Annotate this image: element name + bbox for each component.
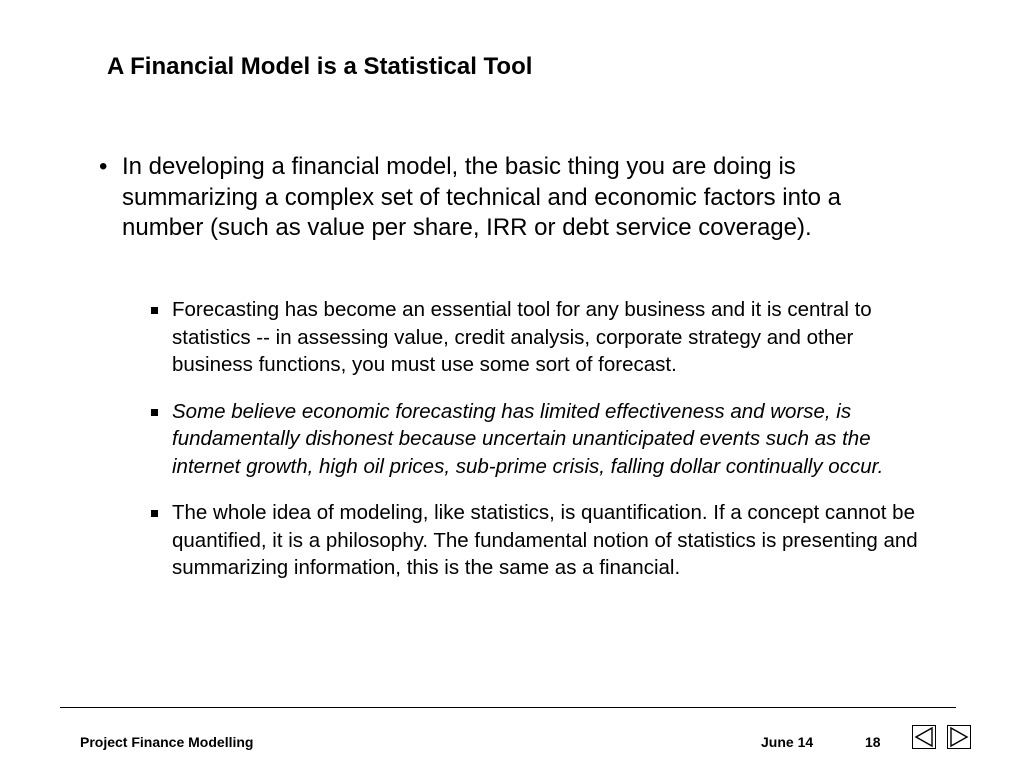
bullet-dot-icon: • xyxy=(99,153,108,180)
square-bullet-icon xyxy=(151,510,158,517)
footer-presentation-title: Project Finance Modelling xyxy=(80,734,254,750)
slide-title: A Financial Model is a Statistical Tool xyxy=(107,53,533,80)
sub-bullet-text: The whole idea of modeling, like statistics, is quantification. If a concept cannot be quantified, it is a philosophy. The fundamental notion of statistics is presenting and summarizing information, this is the same as a financial. xyxy=(172,501,918,579)
main-bullet xyxy=(99,152,929,244)
next-slide-button[interactable] xyxy=(947,725,971,749)
sub-bullet-list xyxy=(150,296,930,601)
square-bullet-icon xyxy=(151,307,158,314)
sub-bullet-forecasting xyxy=(150,296,930,379)
footer-page-number: 18 xyxy=(865,734,881,750)
main-bullet-text: In developing a financial model, the basic thing you are doing is summarizing a complex set of technical and economic factors into a number (such as value per share, IRR or debt service coverage). xyxy=(122,153,842,241)
sub-bullet-text: Some believe economic forecasting has limited effectiveness and worse, is fundamentally dishonest because uncertain unanticipated events such as the internet growth, high oil prices, sub-prime crisis, falling dollar continually occur. xyxy=(172,399,884,478)
triangle-right-icon xyxy=(948,726,970,748)
footer-divider xyxy=(60,707,956,708)
sub-bullet-text: Forecasting has become an essential tool for any business and it is central to statistics -- in assessing value, credit analysis, corporate strategy and other business functions, you must use some sort of forecast. xyxy=(172,298,872,376)
footer-date: June 14 xyxy=(761,734,814,750)
triangle-left-icon xyxy=(913,726,935,748)
sub-bullet-criticism xyxy=(150,398,930,481)
square-bullet-icon xyxy=(151,409,158,416)
sub-bullet-quantification xyxy=(150,499,930,582)
previous-slide-button[interactable] xyxy=(912,725,936,749)
